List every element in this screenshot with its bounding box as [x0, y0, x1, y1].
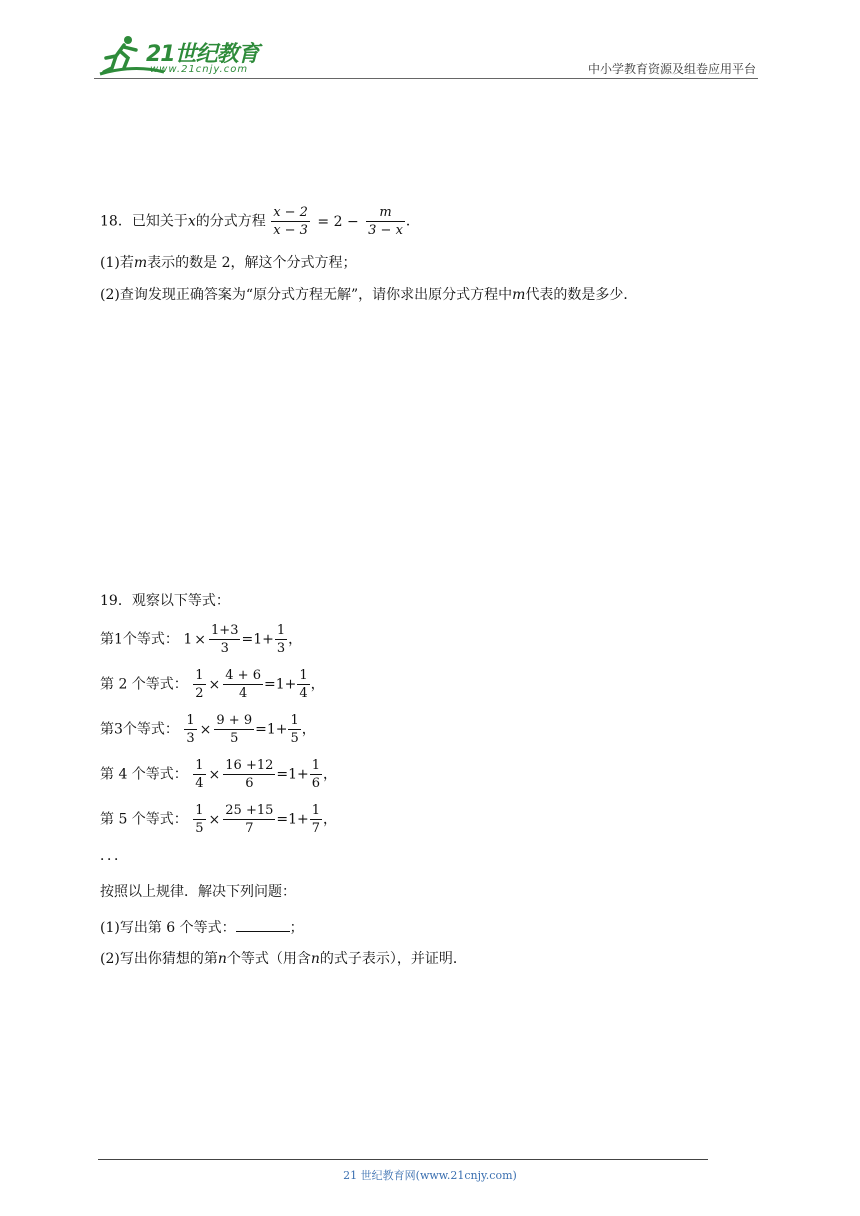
times-sign: ×	[208, 811, 221, 828]
q18-intro2: 的分式方程	[195, 213, 266, 230]
q19-intro: 19．观察以下等式：	[100, 593, 230, 609]
denominator: 2	[195, 686, 204, 701]
q19-p2-b: 个等式（用含	[226, 951, 311, 967]
var-m: m	[512, 287, 526, 303]
numerator: 1	[186, 713, 195, 728]
var-m: m	[133, 255, 148, 271]
denominator: 3	[220, 641, 229, 656]
q18-p2-b: 代表的数是多少．	[525, 287, 638, 303]
fraction	[193, 759, 205, 790]
q18-intro: 18．已知关于	[100, 213, 188, 230]
fraction	[193, 804, 205, 835]
q18-p2-a: (2)查询发现正确答案为“原分式方程无解”，请你求出原分式方程中	[100, 287, 513, 303]
equation-label: 第1个等式：	[100, 631, 179, 648]
q18-p1-b: 表示的数是 2，解这个分式方程；	[147, 255, 357, 271]
lhs-denominator: x − 3	[273, 223, 308, 238]
header-divider	[94, 78, 758, 79]
times-sign: ×	[208, 766, 221, 783]
fraction	[193, 669, 205, 700]
equals-one-plus: =1+	[276, 766, 309, 783]
equals-one-plus: =1+	[263, 676, 297, 693]
denominator: 6	[245, 776, 254, 791]
rhs-denominator: 3 − x	[368, 223, 403, 238]
numerator: 1+3	[211, 623, 239, 638]
numerator: 1	[195, 668, 204, 683]
denominator: 4	[299, 686, 308, 701]
times-sign: ×	[199, 721, 212, 738]
numerator: 1	[299, 668, 308, 683]
q19-equation-2	[100, 669, 325, 700]
rhs-fraction	[366, 206, 405, 237]
coefficient: 1	[183, 631, 193, 648]
denominator: 3	[276, 641, 286, 656]
var-n: n	[217, 951, 227, 967]
fraction	[184, 714, 196, 745]
denominator: 5	[230, 731, 239, 746]
rhs-numerator: m	[366, 206, 405, 222]
q19-part2	[100, 952, 467, 966]
answer-blank[interactable]	[236, 919, 290, 932]
q18-part1	[100, 256, 356, 270]
denominator: 5	[195, 821, 204, 836]
fraction	[223, 804, 275, 835]
equals-one-plus: =1+	[255, 721, 288, 738]
logo-text: 21世纪教育	[146, 42, 259, 67]
comma: ，	[288, 631, 303, 648]
q19-equation-5	[100, 804, 337, 835]
fraction	[223, 669, 263, 700]
equation-label: 第 5 个等式：	[100, 811, 188, 828]
denominator: 3	[186, 731, 195, 746]
equals-two-minus: = 2 −	[317, 213, 359, 230]
numerator: 1	[311, 758, 321, 773]
q19-p2-a: (2)写出你猜想的第	[100, 951, 218, 967]
comma: ，	[301, 721, 316, 738]
comma: ，	[310, 676, 325, 693]
footer-divider	[98, 1159, 708, 1160]
numerator: 1	[311, 803, 321, 818]
denominator: 5	[290, 731, 299, 746]
var-n: n	[310, 951, 320, 967]
comma: ，	[323, 766, 338, 783]
denominator: 7	[245, 821, 254, 836]
denominator: 4	[238, 686, 248, 701]
q19-p2-c: 的式子表示），并证明．	[319, 951, 467, 967]
fraction	[310, 804, 322, 835]
fraction	[223, 759, 275, 790]
numerator: 4 + 6	[225, 668, 261, 683]
numerator: 9 + 9	[216, 713, 253, 728]
q19-p1-b: ；	[289, 920, 304, 936]
denominator: 6	[311, 776, 321, 791]
lhs-fraction	[271, 206, 310, 237]
equals-one-plus: =1+	[276, 811, 309, 828]
q19-equation-1	[100, 624, 302, 655]
numerator: 1	[276, 623, 286, 638]
q19-part1	[100, 919, 304, 935]
denominator: 7	[311, 821, 321, 836]
denominator: 4	[195, 776, 204, 791]
times-sign: ×	[194, 631, 207, 648]
q19-p1-a: (1)写出第 6 个等式：	[100, 920, 236, 936]
fraction	[209, 624, 240, 655]
fraction	[214, 714, 254, 745]
q19-equation-4	[100, 759, 337, 790]
ellipsis: ．．．	[100, 848, 128, 864]
logo-url: www.21cnjy.com	[150, 64, 249, 75]
q18-stem	[100, 206, 420, 237]
fraction	[275, 624, 287, 655]
numerator: 1	[195, 758, 204, 773]
fraction	[310, 759, 322, 790]
equation-label: 第 4 个等式：	[100, 766, 188, 783]
equation-label: 第 2 个等式：	[100, 676, 188, 693]
numerator: 25 +15	[225, 803, 274, 818]
lhs-numerator: x − 2	[273, 205, 308, 220]
fraction	[297, 669, 309, 700]
platform-title: 中小学教育资源及组卷应用平台	[587, 62, 756, 76]
var-x: x	[187, 213, 196, 230]
equals-one-plus: =1+	[241, 631, 274, 648]
fraction	[288, 714, 300, 745]
comma: ，	[323, 811, 338, 828]
q18-part2	[100, 288, 637, 302]
times-sign: ×	[208, 676, 221, 693]
q18-p1-a: (1)若	[100, 255, 134, 271]
q19-equation-3	[100, 714, 316, 745]
equation-label: 第3个等式：	[100, 721, 179, 738]
footer-link[interactable]: 21 世纪教育网(www.21cnjy.com)	[343, 1169, 517, 1182]
q19-rule: 按照以上规律．解决下列问题：	[100, 884, 296, 900]
numerator: 1	[290, 713, 299, 728]
numerator: 16 +12	[225, 758, 274, 773]
q18-end: ．	[405, 213, 420, 230]
numerator: 1	[195, 803, 204, 818]
